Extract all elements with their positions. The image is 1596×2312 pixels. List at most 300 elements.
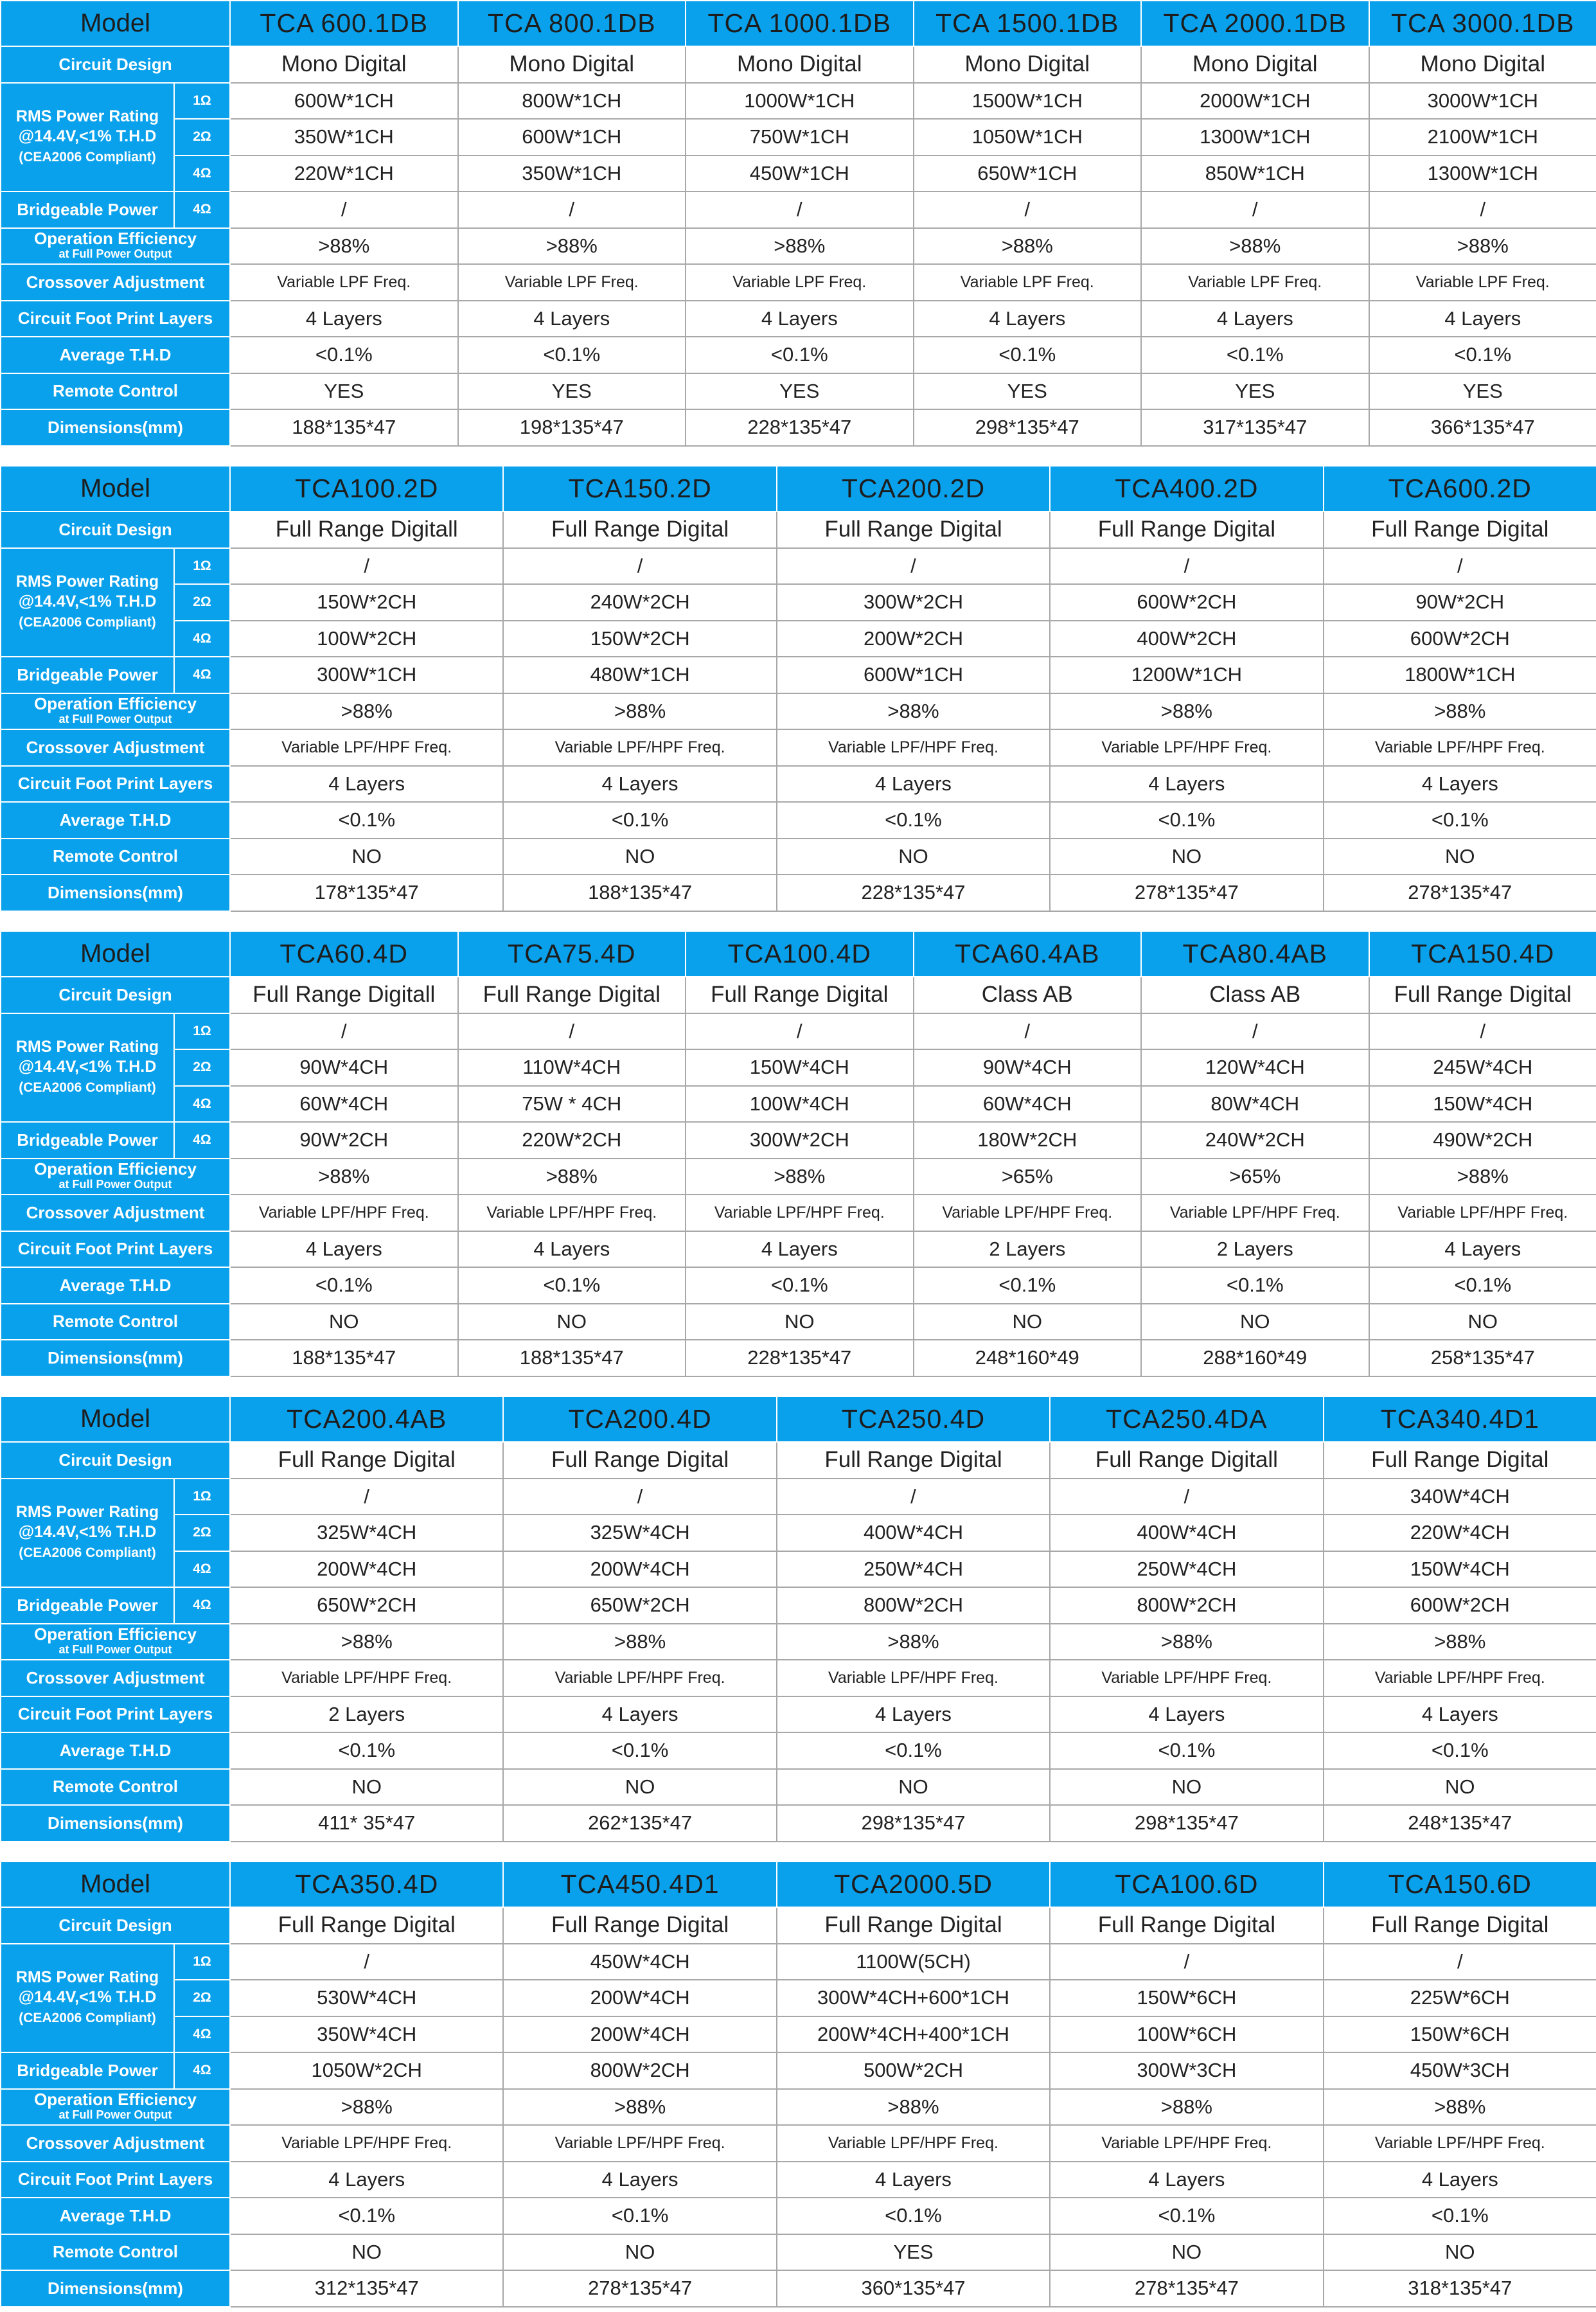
spec-value: <0.1% — [1324, 802, 1596, 839]
circuit-design-label: Circuit Design — [1, 977, 230, 1013]
spec-value: >88% — [914, 228, 1142, 265]
model-name: TCA100.2D — [230, 466, 503, 511]
spec-value: Full Range Digital — [777, 1907, 1050, 1944]
spec-value: >88% — [1050, 1624, 1323, 1660]
spec-value: Variable LPF/HPF Freq. — [777, 729, 1050, 766]
spec-value: Variable LPF/HPF Freq. — [1324, 729, 1596, 766]
spec-value: 600W*1CH — [458, 119, 686, 156]
spec-value: 318*135*47 — [1324, 2270, 1596, 2307]
spec-value: <0.1% — [1141, 1267, 1369, 1304]
model-name: TCA75.4D — [458, 931, 686, 977]
spec-value: 220W*1CH — [230, 156, 458, 192]
spec-value: 150W*4CH — [1324, 1551, 1596, 1588]
spec-value: Mono Digital — [1141, 46, 1369, 83]
spec-value: 800W*2CH — [1050, 1587, 1323, 1624]
circuit-foot-print-layers-label: Circuit Foot Print Layers — [1, 766, 230, 803]
model-name: TCA 600.1DB — [230, 1, 458, 46]
spec-row-efficiency — [1, 228, 1596, 265]
spec-row-crossover — [1, 1195, 1596, 1231]
spec-row-circuit-design — [1, 977, 1596, 1013]
spec-value: Variable LPF/HPF Freq. — [1369, 1195, 1596, 1231]
label-main: Operation Efficiency — [34, 228, 197, 248]
crossover-adjustment-label: Crossover Adjustment — [1, 729, 230, 766]
spec-value: 490W*2CH — [1369, 1122, 1596, 1159]
bridgeable-power-label: Bridgeable Power — [1, 2052, 174, 2089]
spec-value: 2 Layers — [1141, 1231, 1369, 1268]
crossover-adjustment-label: Crossover Adjustment — [1, 264, 230, 301]
spec-value: 4 Layers — [1369, 1231, 1596, 1268]
spec-row-bridgeable — [1, 2052, 1596, 2089]
rms-label-line: @14.4V,<1% T.H.D — [18, 1058, 157, 1076]
spec-value: 228*135*47 — [686, 1340, 914, 1376]
label-main: Operation Efficiency — [34, 2089, 197, 2109]
spec-value: 3000W*1CH — [1369, 83, 1596, 120]
spec-value: 480W*1CH — [503, 657, 776, 693]
model-header-row — [1, 931, 1596, 977]
model-name: TCA350.4D — [230, 1862, 503, 1907]
label-sub: at Full Power Output — [58, 2108, 172, 2121]
spec-value: >88% — [777, 1624, 1050, 1660]
spec-value: 188*135*47 — [503, 875, 776, 911]
spec-value: Full Range Digitall — [1050, 1442, 1323, 1479]
spec-value: NO — [777, 839, 1050, 875]
spec-value: <0.1% — [230, 802, 503, 839]
impedance-label: 1Ω — [174, 1013, 230, 1050]
spec-value: Mono Digital — [914, 46, 1142, 83]
spec-value: NO — [230, 2234, 503, 2271]
average-thd-label: Average T.H.D — [1, 337, 230, 373]
spec-value: 150W*6CH — [1324, 2016, 1596, 2053]
spec-value: 288*160*49 — [1141, 1340, 1369, 1376]
remote-control-label: Remote Control — [1, 1304, 230, 1340]
spec-value: NO — [1050, 2234, 1323, 2271]
rms-label-line: RMS Power Rating — [15, 107, 159, 126]
circuit-design-label: Circuit Design — [1, 511, 230, 548]
spec-value: Variable LPF/HPF Freq. — [503, 2125, 776, 2162]
spec-value: <0.1% — [503, 1732, 776, 1769]
spec-value: Variable LPF Freq. — [230, 264, 458, 301]
spec-value: 228*135*47 — [686, 409, 914, 446]
spec-value: 200W*4CH — [503, 1551, 776, 1588]
spec-row-rms-2ohm — [1, 119, 1596, 156]
rms-power-label — [1, 83, 174, 192]
spec-value: 750W*1CH — [686, 119, 914, 156]
spec-value: 60W*4CH — [914, 1086, 1142, 1123]
spec-value: 4 Layers — [1141, 301, 1369, 337]
spec-row-circuit-design — [1, 46, 1596, 83]
model-name: TCA600.2D — [1324, 466, 1596, 511]
spec-row-circuit-design — [1, 1907, 1596, 1944]
spec-value: 245W*4CH — [1369, 1049, 1596, 1086]
spec-value: 400W*2CH — [1050, 621, 1323, 657]
spec-value: Full Range Digital — [1050, 511, 1323, 548]
spec-row-thd — [1, 1267, 1596, 1304]
spec-row-bridgeable — [1, 191, 1596, 228]
spec-value: / — [686, 1013, 914, 1050]
spec-row-efficiency — [1, 2089, 1596, 2126]
spec-value: Variable LPF Freq. — [458, 264, 686, 301]
rms-label-line: @14.4V,<1% T.H.D — [18, 127, 157, 146]
spec-value: 4 Layers — [230, 766, 503, 803]
spec-value: YES — [777, 2234, 1050, 2271]
spec-value: <0.1% — [777, 2198, 1050, 2234]
model-name: TCA340.4D1 — [1324, 1396, 1596, 1442]
spec-value: 4 Layers — [503, 766, 776, 803]
spec-value: / — [503, 1479, 776, 1515]
model-name: TCA 3000.1DB — [1369, 1, 1596, 46]
spec-value: / — [1141, 191, 1369, 228]
rms-label-line: RMS Power Rating — [15, 1038, 159, 1056]
spec-value: >88% — [1369, 228, 1596, 265]
spec-value: <0.1% — [686, 1267, 914, 1304]
impedance-label: 4Ω — [174, 2016, 230, 2053]
spec-value: / — [1141, 1013, 1369, 1050]
spec-value: / — [1369, 191, 1596, 228]
model-label: Model — [1, 931, 230, 977]
impedance-label: 4Ω — [174, 156, 230, 192]
circuit-design-label: Circuit Design — [1, 1907, 230, 1944]
average-thd-label: Average T.H.D — [1, 2198, 230, 2234]
spec-value: 150W*2CH — [503, 621, 776, 657]
spec-row-dimensions — [1, 1340, 1596, 1376]
rms-label-line: (CEA2006 Compliant) — [19, 150, 156, 165]
spec-value: Mono Digital — [458, 46, 686, 83]
spec-value: 600W*2CH — [1324, 1587, 1596, 1624]
spec-value: Mono Digital — [686, 46, 914, 83]
spec-value: 600W*1CH — [777, 657, 1050, 693]
spec-value: Variable LPF/HPF Freq. — [503, 1660, 776, 1696]
spec-value: Full Range Digitall — [230, 511, 503, 548]
spec-row-dimensions — [1, 1805, 1596, 1842]
spec-value: Variable LPF/HPF Freq. — [230, 1660, 503, 1696]
spec-value: Variable LPF/HPF Freq. — [230, 1195, 458, 1231]
spec-row-rms-4ohm — [1, 621, 1596, 657]
model-label: Model — [1, 1862, 230, 1907]
spec-value: >88% — [777, 693, 1050, 730]
model-name: TCA250.4D — [777, 1396, 1050, 1442]
rms-label-line: RMS Power Rating — [15, 1503, 159, 1522]
spec-row-efficiency — [1, 1624, 1596, 1660]
spec-value: 2000W*1CH — [1141, 83, 1369, 120]
spec-value: 400W*4CH — [1050, 1515, 1323, 1551]
model-name: TCA2000.5D — [777, 1862, 1050, 1907]
spec-value: <0.1% — [230, 2198, 503, 2234]
spec-value: 1100W(5CH) — [777, 1944, 1050, 1980]
label-main: Operation Efficiency — [34, 693, 197, 713]
spec-value: / — [914, 191, 1142, 228]
spec-value: / — [1050, 1944, 1323, 1980]
spec-value: Variable LPF/HPF Freq. — [777, 1660, 1050, 1696]
impedance-label: 1Ω — [174, 548, 230, 585]
spec-value: Variable LPF/HPF Freq. — [777, 2125, 1050, 2162]
spec-value: 248*135*47 — [1324, 1805, 1596, 1842]
crossover-adjustment-label: Crossover Adjustment — [1, 1195, 230, 1231]
spec-value: <0.1% — [1050, 1732, 1323, 1769]
crossover-adjustment-label: Crossover Adjustment — [1, 2125, 230, 2162]
spec-value: 220W*2CH — [458, 1122, 686, 1159]
spec-value: 100W*2CH — [230, 621, 503, 657]
spec-table — [0, 930, 1596, 1377]
spec-table — [0, 1861, 1596, 2308]
spec-row-remote — [1, 2234, 1596, 2271]
spec-value: 300W*3CH — [1050, 2052, 1323, 2089]
spec-value: 1200W*1CH — [1050, 657, 1323, 693]
spec-value: 180W*2CH — [914, 1122, 1142, 1159]
impedance-label: 4Ω — [174, 1086, 230, 1123]
spec-value: NO — [458, 1304, 686, 1340]
spec-row-circuit-design — [1, 1442, 1596, 1479]
spec-value: <0.1% — [1324, 1732, 1596, 1769]
spec-value: / — [230, 548, 503, 585]
spec-value: Full Range Digital — [503, 511, 776, 548]
dimensions-label: Dimensions(mm) — [1, 2270, 230, 2307]
spec-value: 340W*4CH — [1324, 1479, 1596, 1515]
impedance-label: 2Ω — [174, 1980, 230, 2016]
rms-label-line: (CEA2006 Compliant) — [19, 2011, 156, 2026]
spec-value: / — [230, 191, 458, 228]
spec-row-crossover — [1, 2125, 1596, 2162]
spec-value: 1300W*1CH — [1141, 119, 1369, 156]
spec-value: <0.1% — [1141, 337, 1369, 373]
spec-row-thd — [1, 1732, 1596, 1769]
spec-value: 188*135*47 — [230, 1340, 458, 1376]
spec-value: Variable LPF/HPF Freq. — [230, 2125, 503, 2162]
spec-value: Variable LPF Freq. — [686, 264, 914, 301]
spec-table — [0, 1396, 1596, 1842]
spec-value: >88% — [1050, 693, 1323, 730]
spec-value: 800W*2CH — [777, 1587, 1050, 1624]
spec-value: <0.1% — [777, 1732, 1050, 1769]
spec-value: 150W*4CH — [1369, 1086, 1596, 1123]
spec-row-rms-1ohm — [1, 548, 1596, 585]
spec-value: 60W*4CH — [230, 1086, 458, 1123]
spec-value: Full Range Digital — [230, 1907, 503, 1944]
model-label: Model — [1, 1396, 230, 1442]
spec-value: Class AB — [914, 977, 1142, 1013]
spec-value: 198*135*47 — [458, 409, 686, 446]
spec-value: NO — [503, 839, 776, 875]
spec-value: NO — [1050, 839, 1323, 875]
spec-value: >88% — [230, 1624, 503, 1660]
spec-value: YES — [458, 373, 686, 410]
spec-value: 278*135*47 — [1050, 875, 1323, 911]
spec-value: Variable LPF/HPF Freq. — [503, 729, 776, 766]
spec-table — [0, 465, 1596, 912]
spec-value: 262*135*47 — [503, 1805, 776, 1842]
spec-value: >88% — [458, 228, 686, 265]
model-name: TCA80.4AB — [1141, 931, 1369, 977]
impedance-label: 2Ω — [174, 119, 230, 156]
spec-value: 450W*3CH — [1324, 2052, 1596, 2089]
spec-value: >88% — [777, 2089, 1050, 2126]
spec-value: 90W*4CH — [230, 1049, 458, 1086]
model-name: TCA150.6D — [1324, 1862, 1596, 1907]
spec-value: / — [503, 548, 776, 585]
spec-value: >88% — [503, 693, 776, 730]
spec-value: 4 Layers — [777, 2162, 1050, 2198]
spec-value: Variable LPF/HPF Freq. — [1050, 729, 1323, 766]
average-thd-label: Average T.H.D — [1, 1732, 230, 1769]
spec-value: NO — [503, 2234, 776, 2271]
spec-value: <0.1% — [230, 1267, 458, 1304]
spec-row-layers — [1, 1696, 1596, 1733]
spec-value: / — [230, 1944, 503, 1980]
spec-value: 4 Layers — [503, 1696, 776, 1733]
spec-value: YES — [1369, 373, 1596, 410]
spec-value: >65% — [914, 1159, 1142, 1195]
circuit-design-label: Circuit Design — [1, 1442, 230, 1479]
spec-value: 312*135*47 — [230, 2270, 503, 2307]
spec-value: 4 Layers — [1324, 2162, 1596, 2198]
model-name: TCA60.4D — [230, 931, 458, 977]
spec-value: 200W*4CH — [230, 1551, 503, 1588]
spec-value: Variable LPF Freq. — [1141, 264, 1369, 301]
impedance-label: 4Ω — [174, 1122, 230, 1159]
bridgeable-power-label: Bridgeable Power — [1, 1122, 174, 1159]
spec-value: >88% — [458, 1159, 686, 1195]
spec-value: >88% — [230, 1159, 458, 1195]
spec-value: NO — [230, 1769, 503, 1806]
spec-row-dimensions — [1, 875, 1596, 911]
spec-value: 650W*1CH — [914, 156, 1142, 192]
spec-value: 325W*4CH — [503, 1515, 776, 1551]
spec-value: <0.1% — [503, 2198, 776, 2234]
spec-value: 300W*4CH+600*1CH — [777, 1980, 1050, 2016]
spec-value: NO — [230, 839, 503, 875]
spec-value: 600W*2CH — [1324, 621, 1596, 657]
spec-value: Class AB — [1141, 977, 1369, 1013]
spec-value: 278*135*47 — [1324, 875, 1596, 911]
operation-efficiency-label — [1, 1624, 230, 1660]
spec-value: NO — [1369, 1304, 1596, 1340]
spec-value: 1500W*1CH — [914, 83, 1142, 120]
spec-value: Variable LPF/HPF Freq. — [1324, 2125, 1596, 2162]
spec-value: >88% — [230, 2089, 503, 2126]
spec-row-rms-4ohm — [1, 156, 1596, 192]
spec-value: 228*135*47 — [777, 875, 1050, 911]
spec-value: >88% — [1369, 1159, 1596, 1195]
rms-power-label — [1, 1013, 174, 1123]
spec-value: >88% — [230, 693, 503, 730]
impedance-label: 1Ω — [174, 1479, 230, 1515]
model-name: TCA60.4AB — [914, 931, 1142, 977]
spec-value: 600W*1CH — [230, 83, 458, 120]
spec-value: 100W*4CH — [686, 1086, 914, 1123]
spec-value: 188*135*47 — [230, 409, 458, 446]
spec-value: 800W*2CH — [503, 2052, 776, 2089]
rms-label-line: @14.4V,<1% T.H.D — [18, 1988, 157, 2007]
spec-value: Full Range Digital — [1324, 511, 1596, 548]
spec-value: 850W*1CH — [1141, 156, 1369, 192]
spec-value: 278*135*47 — [1050, 2270, 1323, 2307]
impedance-label: 4Ω — [174, 1587, 230, 1624]
circuit-foot-print-layers-label: Circuit Foot Print Layers — [1, 1696, 230, 1733]
spec-value: YES — [230, 373, 458, 410]
spec-value: >88% — [1324, 693, 1596, 730]
model-name: TCA200.2D — [777, 466, 1050, 511]
dimensions-label: Dimensions(mm) — [1, 409, 230, 446]
spec-row-rms-1ohm — [1, 1013, 1596, 1050]
spec-value: YES — [1141, 373, 1369, 410]
spec-value: 530W*4CH — [230, 1980, 503, 2016]
spec-value: NO — [503, 1769, 776, 1806]
rms-power-label — [1, 1944, 174, 2053]
spec-value: >88% — [503, 1624, 776, 1660]
spec-value: Full Range Digital — [230, 1442, 503, 1479]
impedance-label: 4Ω — [174, 191, 230, 228]
model-header-row — [1, 1, 1596, 46]
rms-label-line: (CEA2006 Compliant) — [19, 615, 156, 630]
spec-value: 4 Layers — [230, 2162, 503, 2198]
remote-control-label: Remote Control — [1, 373, 230, 410]
spec-value: 4 Layers — [686, 1231, 914, 1268]
spec-value: 4 Layers — [1050, 1696, 1323, 1733]
spec-value: Variable LPF Freq. — [914, 264, 1142, 301]
spec-value: 90W*2CH — [230, 1122, 458, 1159]
spec-value: 90W*2CH — [1324, 584, 1596, 621]
spec-value: NO — [1324, 839, 1596, 875]
spec-value: 150W*4CH — [686, 1049, 914, 1086]
impedance-label: 4Ω — [174, 2052, 230, 2089]
spec-value: 400W*4CH — [777, 1515, 1050, 1551]
spec-value: 298*135*47 — [1050, 1805, 1323, 1842]
spec-row-remote — [1, 1304, 1596, 1340]
spec-row-layers — [1, 1231, 1596, 1268]
spec-value: <0.1% — [914, 337, 1142, 373]
spec-value: >88% — [230, 228, 458, 265]
spec-row-remote — [1, 839, 1596, 875]
spec-value: 120W*4CH — [1141, 1049, 1369, 1086]
spec-value: Variable LPF/HPF Freq. — [1141, 1195, 1369, 1231]
spec-value: <0.1% — [230, 337, 458, 373]
spec-value: <0.1% — [230, 1732, 503, 1769]
spec-value: / — [1050, 1479, 1323, 1515]
spec-value: 4 Layers — [1324, 766, 1596, 803]
model-label: Model — [1, 466, 230, 511]
spec-value: Full Range Digitall — [230, 977, 458, 1013]
impedance-label: 4Ω — [174, 1551, 230, 1588]
spec-row-rms-2ohm — [1, 1515, 1596, 1551]
spec-value: >88% — [686, 1159, 914, 1195]
spec-value: / — [458, 191, 686, 228]
spec-value: Full Range Digital — [1050, 1907, 1323, 1944]
spec-value: Variable LPF/HPF Freq. — [914, 1195, 1142, 1231]
spec-value: 150W*6CH — [1050, 1980, 1323, 2016]
spec-value: Full Range Digital — [458, 977, 686, 1013]
spec-row-layers — [1, 2162, 1596, 2198]
spec-value: / — [230, 1013, 458, 1050]
spec-value: 600W*2CH — [1050, 584, 1323, 621]
model-label: Model — [1, 1, 230, 46]
spec-value: 1300W*1CH — [1369, 156, 1596, 192]
spec-value: NO — [914, 1304, 1142, 1340]
spec-value: <0.1% — [1050, 2198, 1323, 2234]
spec-value: / — [1050, 548, 1323, 585]
spec-value: Full Range Digital — [686, 977, 914, 1013]
spec-value: 4 Layers — [1369, 301, 1596, 337]
spec-value: 200W*2CH — [777, 621, 1050, 657]
spec-value: NO — [230, 1304, 458, 1340]
spec-value: Full Range Digital — [1324, 1907, 1596, 1944]
bridgeable-power-label: Bridgeable Power — [1, 191, 174, 228]
remote-control-label: Remote Control — [1, 1769, 230, 1806]
spec-value: Variable LPF/HPF Freq. — [686, 1195, 914, 1231]
model-name: TCA150.2D — [503, 466, 776, 511]
spec-value: / — [458, 1013, 686, 1050]
spec-value: >88% — [1324, 1624, 1596, 1660]
spec-row-bridgeable — [1, 1587, 1596, 1624]
spec-value: 4 Layers — [503, 2162, 776, 2198]
